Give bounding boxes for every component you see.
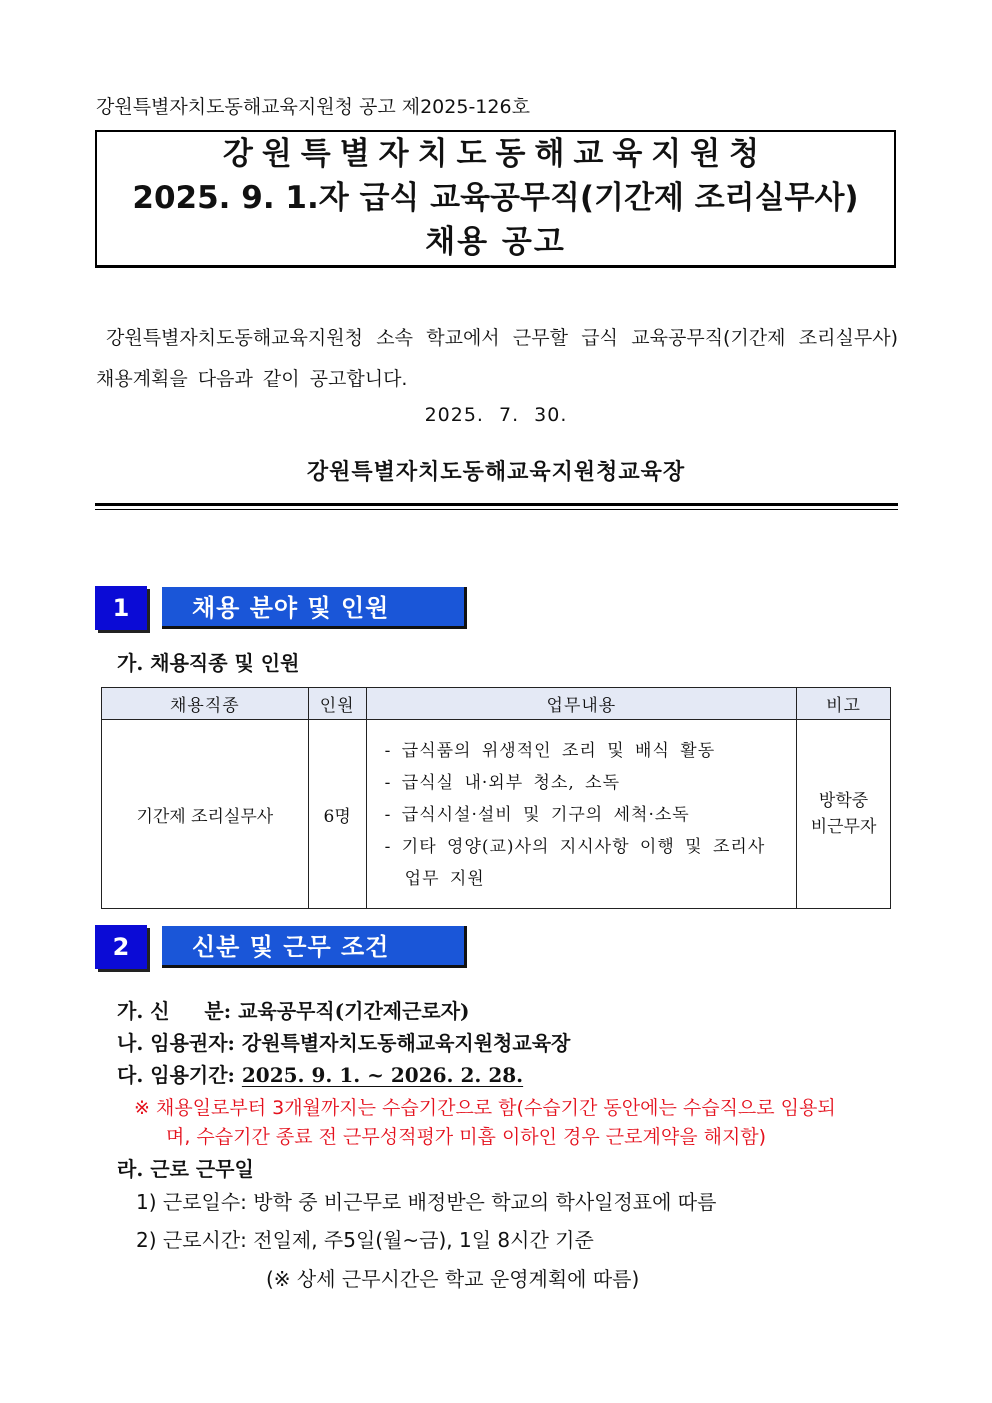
recruitment-table — [101, 687, 891, 909]
probation-note-line-1: ※ 채용일로부터 3개월까지는 수습기간으로 함(수습기간 동안에는 수습직으로 임용되 — [134, 1097, 836, 1119]
work-days-item-2: 2) 근로시간: 전일제, 주5일(월~금), 1일 8시간 기준 — [136, 1228, 594, 1252]
section-1-number: 1 — [95, 586, 147, 630]
section-2-number: 2 — [95, 925, 147, 969]
period-value: 2025. 9. 1. ~ 2026. 2. 28. — [241, 1063, 524, 1087]
period-line — [117, 1059, 523, 1088]
work-days-label: 라. 근로 근무일 — [117, 1157, 254, 1181]
duty-item: - 급식실 내·외부 청소, 소독 — [384, 773, 621, 793]
duty-item: - 기타 영양(교)사의 지시사항 이행 및 조리사 업무 지원 — [384, 837, 766, 889]
status-label: 가. 신 분: — [117, 999, 232, 1023]
status-value: 교육공무직(기간제근로자) — [238, 999, 470, 1023]
section-1-sub-a: 가. 채용직종 및 인원 — [117, 651, 300, 675]
note-line-2: 비근무자 — [810, 817, 877, 837]
work-days-note: (※ 상세 근무시간은 학교 운영계획에 따름) — [266, 1267, 640, 1291]
section-1-title: 채용 분야 및 인원 — [162, 587, 467, 629]
table-header-row — [102, 688, 891, 720]
title-line-1: 강원특별자치도동해교육지원청 — [222, 136, 769, 172]
issuer-name: 강원특별자치도동해교육지원청교육장 — [306, 460, 686, 485]
section-2-title: 신분 및 근무 조건 — [162, 926, 467, 968]
divider-thick — [95, 503, 898, 506]
header-duties: 업무내용 — [366, 688, 796, 720]
title-line-3: 채용 공고 — [425, 224, 566, 260]
status-line — [117, 995, 470, 1024]
duty-item: - 급식품의 위생적인 조리 및 배식 활동 — [384, 741, 716, 761]
cell-duties — [366, 720, 796, 909]
cell-job: 기간제 조리실무사 — [102, 720, 309, 909]
header-job: 채용직종 — [102, 688, 309, 720]
cell-note — [797, 720, 891, 909]
appointer-label: 나. 임용권자: — [117, 1031, 235, 1055]
header-count: 인원 — [308, 688, 366, 720]
duty-item: - 급식시설·설비 및 기구의 세척·소독 — [384, 805, 690, 825]
announcement-date: 2025. 7. 30. — [424, 404, 568, 426]
intro-paragraph: 강원특별자치도동해교육지원청 소속 학교에서 근무할 급식 교육공무직(기간제 조리실무사) 채용계획을 다음과 같이 공고합니다. — [96, 327, 898, 390]
title-line-2: 2025. 9. 1.자 급식 교육공무직(기간제 조리실무사) — [132, 180, 859, 216]
divider-thin — [95, 509, 898, 510]
header-note: 비고 — [797, 688, 891, 720]
table-row — [102, 720, 891, 909]
notice-number: 강원특별자치도동해교육지원청 공고 제2025-126호 — [96, 96, 530, 118]
probation-note-line-2: 며, 수습기간 종료 전 근무성적평가 미흡 이하인 경우 근로계약을 해지함) — [166, 1126, 767, 1148]
period-label: 다. 임용기간: — [117, 1063, 235, 1087]
note-line-1: 방학중 — [818, 791, 869, 811]
title-box — [95, 130, 896, 268]
work-days-item-1: 1) 근로일수: 방학 중 비근무로 배정받은 학교의 학사일정표에 따름 — [136, 1190, 717, 1214]
appointer-value: 강원특별자치도동해교육지원청교육장 — [241, 1031, 571, 1055]
appointer-line — [117, 1027, 570, 1056]
cell-count: 6명 — [308, 720, 366, 909]
